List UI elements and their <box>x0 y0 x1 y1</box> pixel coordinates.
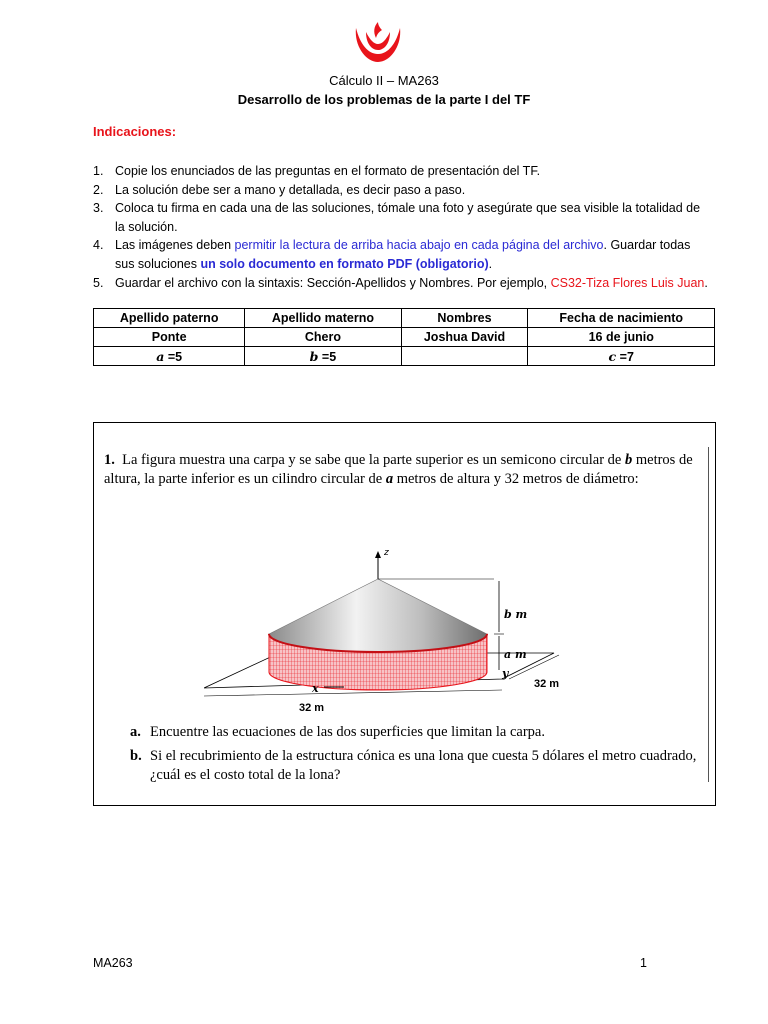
table-header-row <box>94 309 715 328</box>
upc-logo <box>352 20 404 64</box>
diameter-right-label: 32 m <box>534 678 560 690</box>
highlight-text: permitir la lectura de arriba hacia abajo en cada página del archivo <box>234 238 604 253</box>
table-header: Apellido materno <box>245 309 401 328</box>
problem-box <box>93 422 716 806</box>
table-header: Nombres <box>401 309 528 328</box>
z-axis-arrow <box>375 551 381 558</box>
diameter-bottom-label: 32 m <box>299 702 325 714</box>
table-cell: Ponte <box>94 328 245 347</box>
table-header: Apellido paterno <box>94 309 245 328</box>
table-row <box>94 347 715 366</box>
course-title: Cálculo II – MA263 <box>329 73 439 88</box>
footer-course-code: MA263 <box>93 956 133 970</box>
table-cell: 16 de junio <box>528 328 715 347</box>
problem-statement: 1. La figura muestra una carpa y se sabe que la parte superior es un semicono circular de b metros de altura, la parte inferior es un cilindro circular de a metros de altura y 32 metros de diámetro: <box>104 452 693 487</box>
table-cell: a =5 <box>94 347 245 366</box>
y-axis-label: y <box>502 667 509 680</box>
b-height-label: b m <box>504 608 528 621</box>
table-cell: c =7 <box>528 347 715 366</box>
list-item: 1. Copie los enunciados de las preguntas en el formato de presentación del TF. <box>93 164 541 178</box>
sub-question-b: b. Si el recubrimiento de la estructura cónica es una lona que cuesta 5 dólares el metro cuadrado, ¿cuál es el costo total de la lona? <box>130 748 697 783</box>
document-subtitle: Desarrollo de los problemas de la parte I del TF <box>237 92 531 107</box>
cone-surface <box>269 579 487 652</box>
table-row <box>94 328 715 347</box>
student-info-table <box>93 308 715 366</box>
z-axis-label: z <box>384 548 389 558</box>
list-item: 5. Guardar el archivo con la sintaxis: Sección-Apellidos y Nombres. Por ejemplo, CS32-Tiza Flores Luis Juan. <box>93 275 708 290</box>
table-cell: b =5 <box>245 347 401 366</box>
indications-heading: Indicaciones: <box>93 124 177 139</box>
x-axis-label: x <box>312 682 319 695</box>
page-number: 1 <box>640 956 647 970</box>
list-item: 2. La solución debe ser a mano y detallada, es decir paso a paso. <box>93 182 466 197</box>
list-item: 4. Las imágenes deben permitir la lectura de arriba hacia abajo en cada página del archivo. Guardar todas sus soluciones un solo documento en formato PDF (obligatorio). <box>93 238 691 271</box>
example-filename: CS32-Tiza Flores Luis Juan <box>550 275 705 290</box>
a-height-label: a m <box>504 648 527 661</box>
table-cell: Chero <box>245 328 401 347</box>
tent-figure <box>204 545 584 720</box>
sub-question-a: a. Encuentre las ecuaciones de las dos superficies que limitan la carpa. <box>130 724 545 740</box>
table-cell <box>401 347 528 366</box>
table-header: Fecha de nacimiento <box>528 309 715 328</box>
list-item: 3. Coloca tu firma en cada una de las soluciones, tómale una foto y asegúrate que sea visible la totalidad de la solución. <box>93 201 701 234</box>
indications-list <box>93 162 713 292</box>
highlight-text: un solo documento en formato PDF (obligatorio) <box>200 256 489 271</box>
table-cell: Joshua David <box>401 328 528 347</box>
